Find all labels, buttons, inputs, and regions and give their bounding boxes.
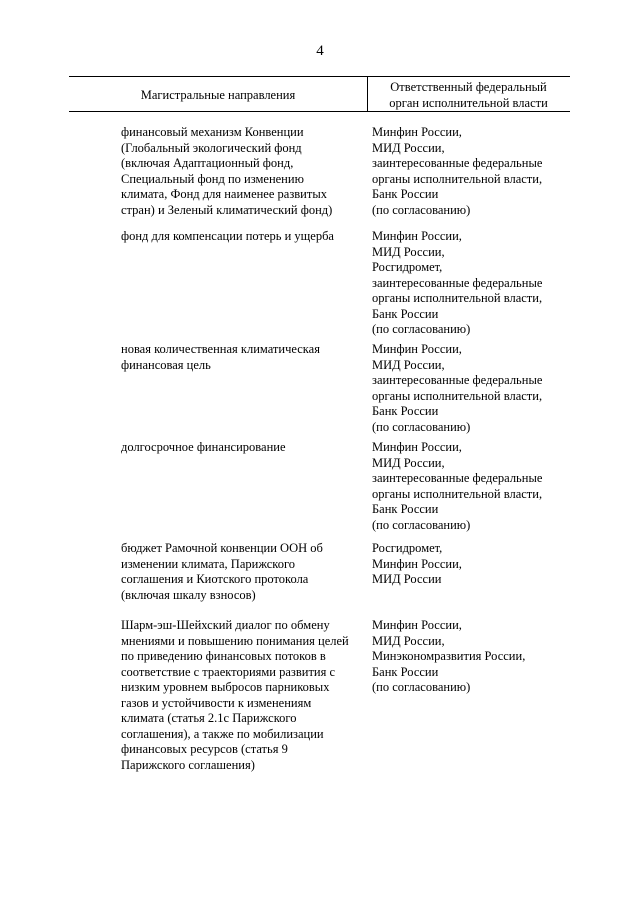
page-number: 4: [316, 43, 324, 59]
column-header-responsible-authority: Ответственный федеральный орган исполнительной власти: [389, 80, 548, 110]
row-authority-cell: Минфин России, МИД России, заинтересованные федеральные органы исполнительной власти, Банк России (по согласованию): [372, 440, 543, 532]
row-authority-cell: Росгидромет, Минфин России, МИД России: [372, 541, 462, 586]
row-authority-cell: Минфин России, МИД России, Минэкономразвития России, Банк России (по согласованию): [372, 618, 526, 694]
row-direction-cell: фонд для компенсации потерь и ущерба: [121, 229, 334, 243]
row-authority-cell: Минфин России, МИД России, Росгидромет, заинтересованные федеральные органы исполнительной власти, Банк России (по согласованию): [372, 229, 543, 336]
table-header-bottom-rule: [69, 111, 570, 112]
row-direction-cell: новая количественная климатическая финансовая цель: [121, 342, 320, 372]
row-authority-cell: Минфин России, МИД России, заинтересованные федеральные органы исполнительной власти, Банк России (по согласованию): [372, 125, 543, 217]
row-direction-cell: финансовый механизм Конвенции (Глобальный экологический фонд (включая Адаптационный фонд, Специальный фонд по изменению климата, Фонд для наименее развитых стран) и Зеленый климатический фонд): [121, 125, 333, 217]
table-top-rule: [69, 76, 570, 77]
row-direction-cell: долгосрочное финансирование: [121, 440, 286, 454]
row-direction-cell: Шарм-эш-Шейхский диалог по обмену мнениями и повышению понимания целей по приведению финансовых потоков в соответствие с траекториями развития с низким уровнем выбросов парниковых газов и устойчивости к изменениям климата (статья 2.1с Парижского соглашения), а также по мобилизации финансовых ресурсов (статья 9 Парижского соглашения): [121, 618, 349, 772]
column-header-directions: Магистральные направления: [140, 88, 296, 102]
row-authority-cell: Минфин России, МИД России, заинтересованные федеральные органы исполнительной власти, Банк России (по согласованию): [372, 342, 543, 434]
row-direction-cell: бюджет Рамочной конвенции ООН об изменении климата, Парижского соглашения и Киотского протокола (включая шкалу взносов): [121, 541, 323, 602]
